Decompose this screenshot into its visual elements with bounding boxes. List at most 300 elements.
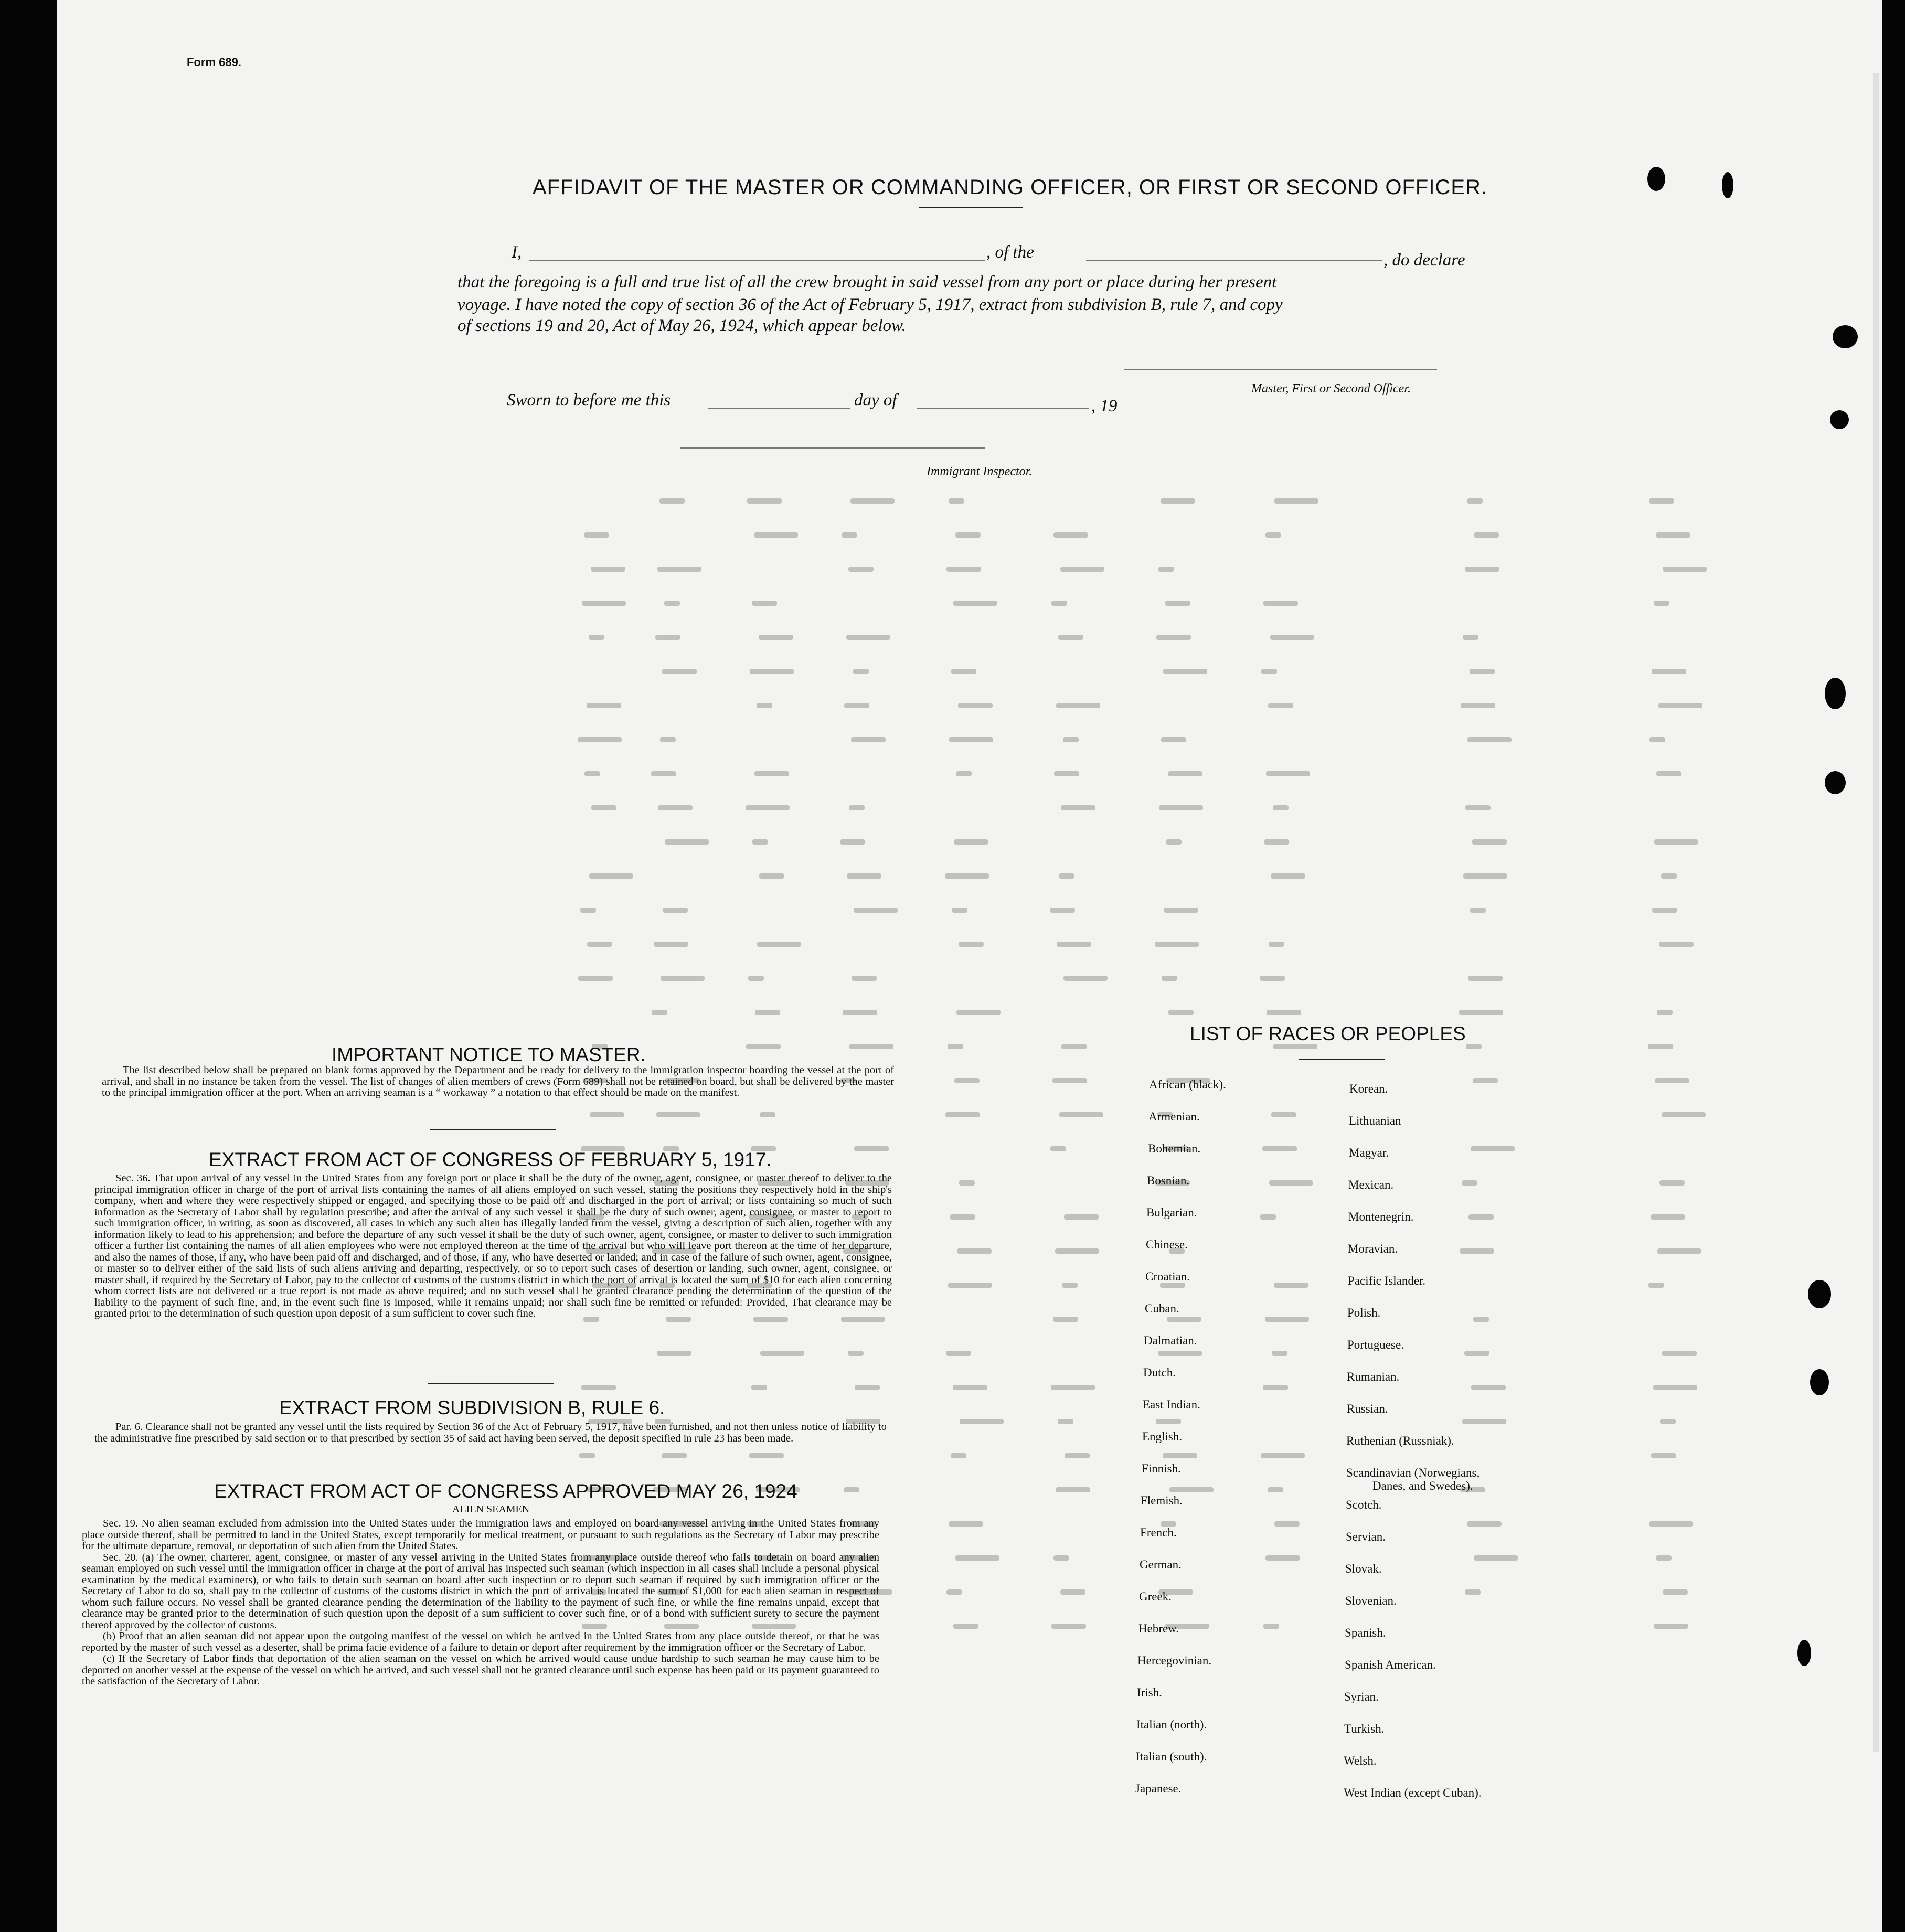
race-item: African (black).	[1149, 1078, 1226, 1091]
form-number: Form 689.	[187, 56, 241, 69]
bleed-mark	[1467, 737, 1512, 742]
bleed-mark	[849, 805, 865, 810]
bleed-mark	[1658, 703, 1702, 708]
bleed-mark	[1648, 1044, 1673, 1049]
race-item: Moravian.	[1348, 1242, 1398, 1255]
bleed-mark	[1465, 1589, 1481, 1595]
bleed-mark	[1263, 601, 1298, 606]
races-title: LIST OF RACES OR PEOPLES	[1190, 1023, 1466, 1044]
race-item: Turkish.	[1344, 1722, 1385, 1735]
bleed-mark	[1459, 1010, 1503, 1015]
bleed-mark	[587, 703, 621, 708]
bleed-mark	[752, 839, 768, 845]
bleed-mark	[579, 1453, 595, 1458]
race-item: Greek.	[1139, 1590, 1172, 1603]
race-item: Pacific Islander.	[1348, 1274, 1426, 1287]
bleed-mark	[952, 908, 967, 913]
bleed-mark	[840, 839, 865, 845]
day-of-label: day of	[854, 391, 897, 410]
bleed-mark	[1169, 1487, 1214, 1492]
divider	[428, 1383, 554, 1384]
bleed-mark	[659, 498, 685, 504]
bleed-mark	[662, 669, 697, 674]
master-signature-label: Master, First or Second Officer.	[1251, 382, 1411, 396]
race-item: English.	[1142, 1430, 1183, 1443]
bleed-mark	[1470, 669, 1495, 674]
bleed-mark	[844, 703, 869, 708]
bleed-mark	[949, 737, 993, 742]
affidavit-of-the: , of the	[986, 243, 1034, 262]
bleed-mark	[853, 669, 869, 674]
bleed-mark	[1467, 498, 1483, 504]
bleed-mark	[760, 1351, 804, 1356]
bleed-mark	[757, 942, 801, 947]
bleed-mark	[1265, 532, 1281, 538]
bleed-mark	[578, 976, 613, 981]
bleed-mark	[1065, 1453, 1090, 1458]
extract-1924-sec20a: Sec. 20. (a) The owner, charterer, agent, consignee, or master of any vessel arriving in the United States from any place outside thereof who fails to detain on board any alien seaman employed on such vessel until the immigration officer in charge at the port of arrival has inspected such seaman (which inspection in all cases shall include a personal physical examination by the medical examiners), or who fails to detain such seaman on board after such inspection or to deport such seaman if required by such immigration officer or the Secretary of Labor to do so, shall pay to the collector of customs of the customs district in which the port of arrival is located the sum of $1,000 for each alien seaman in respect of whom such failure occurs. No vessel shall be granted clearance pending the determination of the liability to the payment of such fine, or while the fine remains unpaid, except that clearance may be granted prior to the determination of such question upon the deposit of a sum sufficient to cover such fine, or of a bond with sufficient surety to secure the payment thereof approved by the collector of customs.	[82, 1551, 879, 1631]
bleed-mark	[1266, 771, 1310, 776]
bleed-mark	[1063, 737, 1079, 742]
title-underline	[919, 207, 1023, 208]
bleed-mark	[1053, 1317, 1078, 1322]
bleed-mark	[1465, 567, 1499, 572]
bleed-mark	[1467, 1521, 1502, 1527]
race-item: Rumanian.	[1347, 1370, 1400, 1383]
notice-paragraph: The list described below shall be prepared on blank forms approved by the Department and be ready for delivery to the immigration inspector boarding the vessel at the port of arrival, and shall in no instance be taken from the vessel. The list of changes of alien members of crews (Form 689) shall not be retained on board, but shall be delivered by the master to the principal immigration officer at the port. When an arriving seaman is a “ workaway ” a notation to that effect should be made on the manifest.	[102, 1064, 894, 1098]
bleed-mark	[848, 1351, 864, 1356]
race-item: Montenegrin.	[1348, 1210, 1414, 1223]
bleed-mark	[1654, 1624, 1688, 1629]
race-item: Russian.	[1347, 1402, 1388, 1415]
punch-hole	[1833, 325, 1858, 348]
extract-1924-sec20b: (b) Proof that an alien seaman did not appear upon the outgoing manifest of the vessel on which he arrived in the United States from any place outside thereof, or that he was reported by the master of such vessel as a deserter, shall be prima facie evidence of a failure to detain or deport after requirement by the immigration officer or the Secretary of Labor.	[82, 1630, 879, 1653]
punch-hole	[1825, 771, 1846, 794]
extract-1924-sec19: Sec. 19. No alien seaman excluded from admission into the United States under the immigration laws and employed on board any vessel arriving in the United States from any place outside thereof, shall be permitted to land in the United States, except temporarily for medical treatment, or pursuant to such regulations as the Secretary of Labor may prescribe for the ultimate departure, removal, or deportation of such alien from the United States.	[82, 1518, 879, 1552]
bleed-mark	[1468, 1214, 1494, 1220]
bleed-mark	[1662, 1112, 1706, 1117]
bleed-mark	[661, 976, 705, 981]
bleed-mark	[1060, 567, 1104, 572]
bleed-mark	[754, 532, 798, 538]
bleed-mark	[1656, 771, 1681, 776]
race-item: Spanish American.	[1345, 1658, 1436, 1671]
bleed-mark	[1651, 1453, 1676, 1458]
bleed-mark	[949, 1521, 983, 1527]
bleed-mark	[1269, 1180, 1313, 1186]
bleed-mark	[665, 839, 709, 845]
bleed-mark	[1059, 1112, 1103, 1117]
affidavit-do-declare: , do declare	[1383, 251, 1465, 270]
bleed-mark	[1260, 1214, 1276, 1220]
extract-1924-text	[82, 1518, 879, 1688]
bleed-mark	[1663, 1589, 1688, 1595]
bleed-mark	[1263, 1624, 1279, 1629]
bleed-mark	[1274, 498, 1318, 504]
bleed-mark	[1471, 1146, 1515, 1151]
bleed-mark	[953, 1385, 987, 1390]
bleed-mark	[957, 1248, 992, 1254]
bleed-mark	[746, 805, 790, 810]
race-item: Croatian.	[1145, 1270, 1190, 1283]
bleed-mark	[1657, 1010, 1673, 1015]
bleed-mark	[1166, 839, 1182, 845]
race-item: Scotch.	[1346, 1498, 1382, 1511]
bleed-mark	[1052, 1078, 1087, 1083]
bleed-mark	[760, 1112, 775, 1117]
bleed-mark	[959, 1180, 975, 1186]
bleed-mark	[956, 771, 972, 776]
bleed-mark	[1262, 1146, 1297, 1151]
extract-1924-subtitle: ALIEN SEAMEN	[452, 1503, 530, 1515]
bleed-mark	[590, 1112, 624, 1117]
punch-hole	[1797, 1640, 1811, 1666]
bleed-mark	[1050, 1146, 1066, 1151]
bleed-mark	[1060, 1589, 1085, 1595]
bleed-mark	[1264, 839, 1289, 845]
affidavit-i: I,	[512, 243, 522, 262]
race-item: Polish.	[1347, 1306, 1381, 1319]
race-item: French.	[1140, 1526, 1177, 1539]
bleed-mark	[1064, 1214, 1099, 1220]
bleed-mark	[1470, 908, 1486, 913]
bleed-mark	[1168, 771, 1202, 776]
bleed-mark	[1272, 1351, 1287, 1356]
race-item: Spanish.	[1345, 1626, 1386, 1639]
master-signature-field[interactable]	[1124, 369, 1437, 370]
bleed-mark	[1061, 1044, 1087, 1049]
race-item: Lithuanian	[1349, 1114, 1401, 1127]
bleed-mark	[1653, 1385, 1697, 1390]
race-item: Finnish.	[1142, 1462, 1181, 1475]
bleed-mark	[1466, 1044, 1482, 1049]
bleed-mark	[1464, 1351, 1489, 1356]
bleed-mark	[1651, 1214, 1685, 1220]
bleed-mark	[1156, 635, 1191, 640]
bleed-mark	[580, 908, 596, 913]
affidavit-line-2: voyage. I have noted the copy of section 36 of the Act of February 5, 1917, extract from subdivision B, rule 7, and copy	[457, 295, 1283, 314]
divider	[430, 1129, 556, 1130]
bleed-mark	[662, 1453, 687, 1458]
bleed-mark	[1271, 1112, 1296, 1117]
bleed-mark	[1165, 601, 1190, 606]
bleed-mark	[1659, 1180, 1685, 1186]
punch-hole	[1722, 172, 1733, 198]
bleed-mark	[843, 1010, 877, 1015]
bleed-mark	[1163, 669, 1207, 674]
race-item: German.	[1140, 1558, 1182, 1571]
bleed-mark	[945, 1112, 980, 1117]
bleed-mark	[1260, 976, 1285, 981]
bleed-mark	[1274, 1283, 1308, 1288]
bleed-mark	[1155, 942, 1199, 947]
bleed-mark	[652, 1010, 667, 1015]
bleed-mark	[1265, 1317, 1309, 1322]
bleed-mark	[1657, 1248, 1701, 1254]
bleed-mark	[847, 873, 881, 879]
bleed-mark	[846, 635, 890, 640]
bleed-mark	[1649, 737, 1665, 742]
punch-hole	[1830, 410, 1849, 429]
bleed-mark	[1268, 703, 1293, 708]
bleed-mark	[1274, 1521, 1300, 1527]
bleed-mark	[1063, 976, 1108, 981]
bleed-mark	[960, 1419, 1004, 1424]
extract-1917-title: EXTRACT FROM ACT OF CONGRESS OF FEBRUARY 5, 1917.	[209, 1149, 772, 1170]
race-item: Servian.	[1346, 1530, 1386, 1543]
race-item: Chinese.	[1146, 1238, 1188, 1251]
bleed-mark	[1460, 1248, 1494, 1254]
bleed-mark	[842, 532, 857, 538]
bleed-mark	[951, 1453, 966, 1458]
bleed-mark	[1163, 1453, 1197, 1458]
race-item: Korean.	[1349, 1082, 1388, 1095]
bleed-mark	[850, 498, 895, 504]
bleed-mark	[945, 873, 989, 879]
bleed-mark	[1265, 1555, 1300, 1561]
bleed-mark	[946, 1589, 962, 1595]
bleed-mark	[955, 532, 981, 538]
bleed-mark	[949, 498, 964, 504]
bleed-mark	[1465, 805, 1491, 810]
race-item: Bosnian.	[1147, 1174, 1190, 1187]
bleed-mark	[1261, 1453, 1305, 1458]
race-item: Armenian.	[1148, 1110, 1200, 1123]
bleed-mark	[1056, 1487, 1090, 1492]
bleed-mark	[1267, 1010, 1301, 1015]
race-item: Hebrew.	[1138, 1622, 1179, 1635]
bleed-mark	[1462, 1180, 1477, 1186]
race-item: West Indian (except Cuban).	[1344, 1786, 1482, 1799]
race-item: Hercegovinian.	[1137, 1654, 1212, 1667]
bleed-mark	[1053, 1555, 1069, 1561]
bleed-mark	[1273, 805, 1289, 810]
race-item: Cuban.	[1145, 1302, 1179, 1315]
bleed-mark	[754, 771, 789, 776]
bleed-mark	[1161, 498, 1195, 504]
bleed-mark	[1473, 1317, 1489, 1322]
bleed-mark	[1654, 601, 1669, 606]
bleed-mark	[1059, 873, 1074, 879]
bleed-mark	[658, 805, 693, 810]
bleed-mark	[1649, 498, 1674, 504]
bleed-mark	[956, 1010, 1001, 1015]
bleed-mark	[954, 1078, 980, 1083]
bleed-mark	[660, 737, 676, 742]
bleed-mark	[1474, 532, 1499, 538]
bleed-mark	[953, 1624, 978, 1629]
year-label: , 19	[1091, 397, 1118, 415]
race-item: Mexican.	[1348, 1178, 1394, 1191]
extract-1924-sec20c: (c) If the Secretary of Labor finds that deportation of the alien seaman on the vessel on which he arrived would cause undue hardship to such seaman he may cause him to be deported on another vessel at the expense of the vessel on which he arrived, and such vessel shall not be granted clearance until such expense has been paid or its payment guaranteed to the satisfaction of the Secretary of Labor.	[82, 1653, 879, 1687]
bleed-mark	[589, 635, 604, 640]
name-field[interactable]	[529, 260, 985, 261]
bleed-mark	[1474, 1555, 1518, 1561]
bleed-mark	[1660, 1419, 1676, 1424]
race-item: Dalmatian.	[1144, 1334, 1197, 1347]
bleed-mark	[1156, 1419, 1181, 1424]
extract-1917-paragraph: Sec. 36. That upon arrival of any vessel in the United States from any foreign port or place it shall be the duty of the owner, agent, consignee, or master thereof to deliver to the principal immigration officer in charge of the port of arrival lists containing the names of all aliens employed on such vessel, stating the positions they respectively hold in the ship's company, when and where they were respectively shipped or engaged, and specifying those to be paid off and discharged in the port of arrival; or lists containing so much of such information as the Secretary of Labor shall by regulation prescribe; and after the arrival of any such vessel it shall be the duty of such owner, agent, consignee, or master to report to such immigration officer, in writing, as soon as discovered, all cases in which any such alien has illegally landed from the vessel, giving a description of such alien, together with any information likely to lead to his apprehension; and before the departure of any such vessel it shall be the duty of such owner, agent, consignee, or master to deliver to such immigration officer a further list containing the names of all alien employees who were not employed thereon at the time of the arrival but who will leave port thereon at the time of her departure, and also the names of those, if any, who have been paid off and discharged, and of those, if any, who have deserted or landed; and in case of the failure of such owner, agent, consignee, or master so to deliver either of the said lists of such aliens arriving and departing, respectively, or so to report such cases of desertion or landing, such owner, agent, consignee, or master shall, if required by the Secretary of Labor, pay to the collector of customs of the customs district in which the port of arrival is located the sum of $10 for each alien concerning whom correct lists are not delivered or a true report is not made as above required; and no such vessel shall be granted clearance pending the determination of the question of the liability to the payment of such fine, and, in the event such fine is imposed, while it remains unpaid; nor shall such fine be remitted or refunded: Provided, That clearance may be granted prior to the determination of such question upon deposit of a sum sufficient to cover such fine.	[94, 1172, 892, 1319]
bleed-mark	[1055, 1248, 1099, 1254]
bleed-mark	[1062, 1283, 1078, 1288]
bleed-mark	[1271, 873, 1305, 879]
bleed-mark	[746, 1044, 781, 1049]
bleed-mark	[855, 1385, 880, 1390]
race-item: Slovenian.	[1345, 1594, 1397, 1607]
bleed-mark	[1649, 1521, 1693, 1527]
inspector-signature-field[interactable]	[680, 447, 985, 449]
bleed-mark	[651, 771, 676, 776]
race-item: Italian (north).	[1136, 1718, 1207, 1731]
bleed-mark	[854, 908, 898, 913]
bleed-mark	[1054, 771, 1079, 776]
bleed-mark	[1654, 839, 1698, 845]
notice-title: IMPORTANT NOTICE TO MASTER.	[332, 1044, 646, 1065]
extract-1924-title: EXTRACT FROM ACT OF CONGRESS APPROVED MAY 26, 1924	[214, 1480, 797, 1502]
bleed-mark	[1263, 1385, 1288, 1390]
extract-rule6-title: EXTRACT FROM SUBDIVISION B, RULE 6.	[279, 1397, 665, 1418]
bleed-mark	[851, 737, 886, 742]
race-item: Dutch.	[1143, 1366, 1176, 1379]
bleed-mark	[581, 1385, 616, 1390]
punch-hole	[1808, 1280, 1831, 1308]
bleed-mark	[1270, 635, 1314, 640]
bleed-mark	[589, 873, 633, 879]
punch-hole	[1825, 678, 1846, 709]
bleed-mark	[654, 942, 688, 947]
inspector-signature-label: Immigrant Inspector.	[927, 465, 1033, 478]
race-item-continuation: Danes, and Swedes).	[1372, 1479, 1473, 1492]
bleed-mark	[1051, 1385, 1095, 1390]
vessel-field[interactable]	[1086, 260, 1382, 261]
bleed-mark	[1056, 703, 1100, 708]
bleed-mark	[1463, 635, 1478, 640]
bleed-mark	[948, 1044, 963, 1049]
sworn-month-field[interactable]	[917, 408, 1089, 409]
race-item: Flemish.	[1141, 1494, 1183, 1507]
race-item: Italian (south).	[1136, 1750, 1207, 1763]
bleed-mark	[948, 1283, 992, 1288]
bleed-mark	[1058, 635, 1083, 640]
races-underline	[1299, 1059, 1385, 1060]
bleed-mark	[849, 1044, 893, 1049]
extract-rule6-text	[94, 1422, 887, 1444]
bleed-mark	[946, 1351, 971, 1356]
bleed-mark	[1268, 1487, 1283, 1492]
bleed-mark	[1051, 601, 1067, 606]
bleed-mark	[1058, 1419, 1073, 1424]
race-item: Portuguese.	[1347, 1338, 1404, 1351]
notice-text	[102, 1065, 894, 1099]
bleed-mark	[1656, 1555, 1672, 1561]
bleed-mark	[1461, 703, 1495, 708]
bleed-mark	[1161, 737, 1186, 742]
bleed-mark	[1158, 1351, 1202, 1356]
bleed-mark	[1158, 567, 1174, 572]
sworn-day-field[interactable]	[708, 408, 850, 409]
bleed-mark	[748, 976, 764, 981]
bleed-mark	[655, 635, 680, 640]
bleed-mark	[664, 601, 680, 606]
bleed-mark	[848, 567, 874, 572]
bleed-mark	[584, 532, 609, 538]
bleed-mark	[663, 908, 688, 913]
punch-hole	[1810, 1369, 1829, 1395]
bleed-mark	[1462, 1419, 1506, 1424]
race-item: Bohemian.	[1148, 1142, 1201, 1155]
race-item: Bulgarian.	[1146, 1206, 1197, 1219]
bleed-mark	[657, 567, 701, 572]
bleed-mark	[1261, 669, 1277, 674]
bleed-mark	[1269, 942, 1284, 947]
bleed-mark	[852, 976, 877, 981]
bleed-mark	[946, 567, 981, 572]
bleed-mark	[1159, 805, 1203, 810]
affidavit-line-1: that the foregoing is a full and true list of all the crew brought in said vessel from any port or place during her present	[457, 273, 1277, 292]
bleed-mark	[582, 601, 626, 606]
bleed-mark	[1463, 873, 1507, 879]
bleed-mark	[759, 873, 784, 879]
bleed-mark	[1061, 805, 1095, 810]
race-item: Irish.	[1137, 1686, 1162, 1699]
bleed-mark	[759, 635, 793, 640]
bleed-mark	[1471, 1385, 1506, 1390]
bleed-mark	[844, 1487, 859, 1492]
bleed-mark	[953, 601, 997, 606]
race-item: Slovak.	[1345, 1562, 1382, 1575]
bleed-mark	[657, 1351, 691, 1356]
extract-1917-text	[94, 1173, 892, 1320]
bleed-mark	[1656, 532, 1690, 538]
bleed-mark	[591, 567, 625, 572]
bleed-mark	[1167, 1317, 1201, 1322]
bleed-mark	[656, 1112, 700, 1117]
bleed-mark	[854, 1146, 889, 1151]
bleed-mark	[747, 498, 782, 504]
race-item: Japanese.	[1135, 1782, 1182, 1795]
bleed-mark	[749, 1453, 784, 1458]
race-item: East Indian.	[1143, 1398, 1200, 1411]
bleed-mark	[1652, 669, 1686, 674]
sheet-edge	[1873, 73, 1879, 1752]
bleed-mark	[954, 839, 988, 845]
bleed-mark	[751, 1385, 767, 1390]
punch-hole	[1647, 167, 1665, 191]
extract-rule6-paragraph: Par. 6. Clearance shall not be granted any vessel until the lists required by Section 36 of the Act of February 5, 1917, have been furnished, and not then unless notice of liability to the administrative fine prescribed by said section or to that prescribed by section 35 of said act having been served, the deposit specified in rule 23 has been made.	[94, 1421, 887, 1444]
bleed-mark	[1652, 908, 1677, 913]
bleed-mark	[1662, 1351, 1697, 1356]
bleed-mark	[750, 669, 794, 674]
race-item: Ruthenian (Russniak).	[1346, 1434, 1454, 1447]
bleed-mark	[951, 669, 976, 674]
bleed-mark	[1164, 908, 1198, 913]
bleed-mark	[1659, 942, 1694, 947]
bleed-mark	[1051, 1624, 1086, 1629]
affidavit-line-3: of sections 19 and 20, Act of May 26, 1924, which appear below.	[457, 316, 906, 335]
bleed-mark	[1661, 873, 1677, 879]
bleed-mark	[955, 1555, 999, 1561]
bleed-mark	[755, 1010, 780, 1015]
race-item: Magyar.	[1349, 1146, 1389, 1159]
affidavit-title: AFFIDAVIT OF THE MASTER OR COMMANDING OFFICER, OR FIRST OR SECOND OFFICER.	[533, 176, 1487, 199]
bleed-mark	[757, 703, 772, 708]
bleed-mark	[591, 805, 616, 810]
bleed-mark	[1655, 1078, 1689, 1083]
bleed-mark	[1473, 1078, 1498, 1083]
sworn-label: Sworn to before me this	[507, 391, 671, 410]
race-item: Welsh.	[1344, 1754, 1377, 1767]
bleed-mark	[950, 1214, 975, 1220]
